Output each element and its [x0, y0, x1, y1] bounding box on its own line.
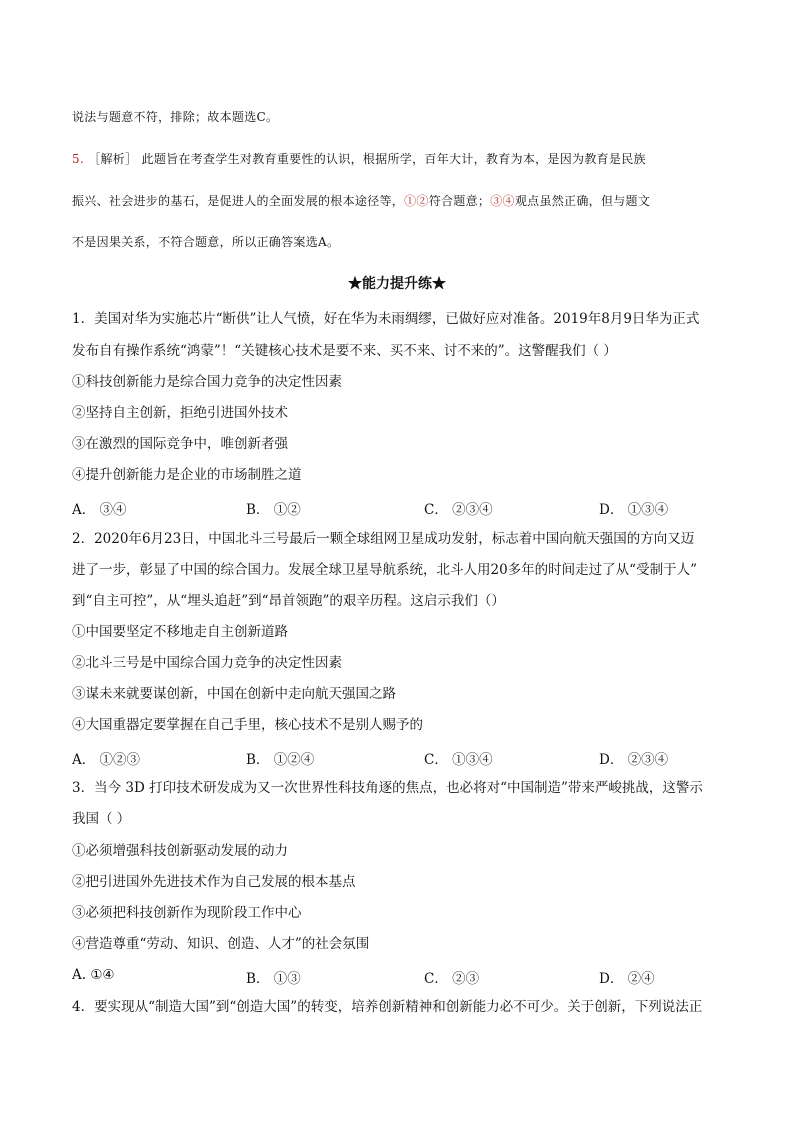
analysis-5-text-2c: 符合题意；: [428, 194, 491, 208]
analysis-5-number: 5.: [72, 152, 85, 166]
section-title: ★能力提升练★: [348, 276, 446, 292]
q1-item-4: ④提升创新能力是企业的市场制胜之道: [72, 467, 302, 483]
q3-stem-line-1: 3．当今 3D 打印技术研发成为又一次世界性科技角逐的焦点，也必将对“中国制造”带来严峻挑战，这警示: [72, 780, 703, 796]
q1-stem-line-1: 1．美国对华为实施芯片“断供”让人气愤，好在华为未雨绸缪，已做好应对准备。2019年8月9日华为正式: [72, 311, 700, 327]
q3-option-c[interactable]: C． ②③: [424, 971, 480, 987]
q2-option-c[interactable]: C． ①③④: [424, 752, 493, 768]
q3-options: [72, 967, 722, 985]
analysis-5-choice-b: ③④: [490, 194, 515, 208]
q2-item-4: ④大国重器定要掌握在自己手里，核心技术不是别人赐予的: [72, 717, 423, 733]
q2-item-1: ①中国要坚定不移地走自主创新道路: [72, 624, 288, 640]
analysis-5-line-2: [72, 192, 722, 210]
q1-option-c[interactable]: C． ②③④: [424, 502, 493, 518]
q2-item-3: ③谋未来就要谋创新，中国在创新中走向航天强国之路: [72, 686, 396, 702]
q2-option-b[interactable]: B． ①②④: [246, 752, 315, 768]
analysis-5-line-3: 不是因果关系，不符合题意，所以正确答案选A。: [72, 235, 340, 249]
analysis-5-choice-a: ①②: [404, 194, 429, 208]
q2-option-a[interactable]: A． ①②③: [72, 752, 141, 768]
q4-stem-line-1: 4．要实现从“制造大国”到“创造大国”的转变，培养创新精神和创新能力必不可少。关于创新，下列说法正: [72, 999, 703, 1015]
q2-item-2: ②北斗三号是中国综合国力竞争的决定性因素: [72, 655, 342, 671]
analysis-5-text-1: 此题旨在考查学生对教育重要性的认识，根据所学，百年大计，教育为本，是因为教育是民族: [141, 152, 646, 166]
q3-option-a[interactable]: A. ①④: [72, 967, 115, 983]
q3-option-d[interactable]: D． ②④: [599, 971, 655, 987]
q1-option-b[interactable]: B． ①②: [246, 502, 301, 518]
analysis-5-text-2e: 观点虽然正确，但与题文: [514, 194, 651, 208]
q2-option-d[interactable]: D． ②③④: [599, 752, 669, 768]
q1-item-3: ③在激烈的国际竞争中，唯创新者强: [72, 436, 288, 452]
q3-option-b[interactable]: B． ①③: [246, 971, 301, 987]
q3-item-2: ②把引进国外先进技术作为自己发展的根本基点: [72, 874, 356, 890]
q1-stem-line-2: 发布自有操作系统“鸿蒙”！“关键核心技术是要不来、买不来、讨不来的”。这警醒我们（ ）: [72, 343, 617, 359]
analysis-5-text-2a: 振兴、社会进步的基石，是促进人的全面发展的根本途径等，: [72, 194, 405, 208]
q1-options: [72, 498, 722, 516]
q1-item-1: ①科技创新能力是综合国力竞争的决定性因素: [72, 374, 342, 390]
q1-option-d[interactable]: D． ①③④: [599, 502, 669, 518]
q2-stem-line-2: 进了一步，彰显了中国的综合国力。发展全球卫星导航系统，北斗人用20多年的时间走过了从“受制于人”: [72, 562, 697, 578]
q3-item-1: ①必须增强科技创新驱动发展的动力: [72, 843, 288, 859]
q2-options: [72, 748, 722, 766]
analysis-5-tag: ［解析］: [88, 152, 138, 166]
q3-item-4: ④营造尊重“劳动、知识、创造、人才”的社会氛围: [72, 936, 370, 952]
q3-item-3: ③必须把科技创新作为现阶段工作中心: [72, 905, 302, 921]
q3-stem-line-2: 我国（ ）: [72, 811, 131, 827]
q2-stem-line-1: 2．2020年6月23日，中国北斗三号最后一颗全球组网卫星成功发射，标志着中国向航天强国的方向又迈: [72, 531, 695, 547]
q2-stem-line-3: 到“自主可控”，从“埋头追赶”到“昂首领跑”的艰辛历程。这启示我们（）: [72, 593, 505, 609]
analysis-5-line-1: [72, 150, 722, 168]
q1-option-a[interactable]: A． ③④: [72, 502, 127, 518]
q1-item-2: ②坚持自主创新，拒绝引进国外技术: [72, 405, 288, 421]
analysis-prev-line: 说法与题意不符，排除；故本题选C。: [72, 110, 279, 124]
